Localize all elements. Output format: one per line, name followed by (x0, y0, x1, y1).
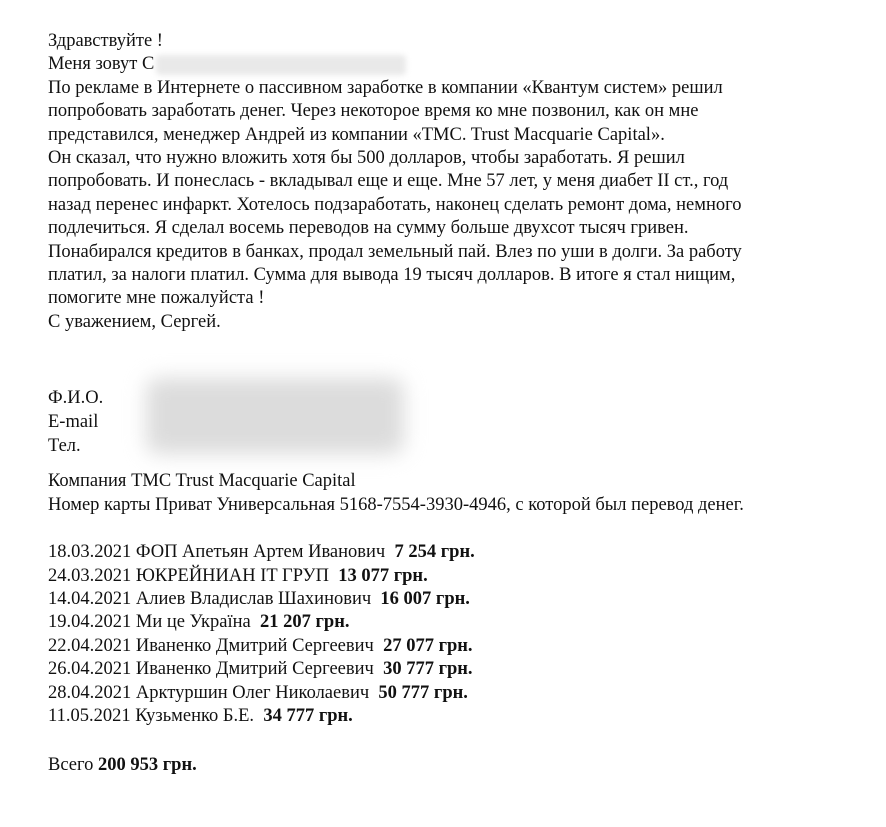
transfer-recipient: Кузьменко Б.Е. (135, 705, 255, 726)
transfer-amount: 27 077 грн. (383, 635, 473, 656)
transfer-amount: 21 207 грн. (260, 612, 350, 633)
redacted-contact-info (146, 378, 404, 454)
transfer-recipient: Арктуршин Олег Николаевич (135, 682, 370, 703)
body-line: Он сказал, что нужно вложить хотя бы 500 долларов, чтобы заработать. Я решил (48, 148, 685, 169)
transfer-row (48, 658, 868, 681)
body-line: платил, за налоги платил. Сумма для вывода 19 тысяч долларов. В итоге я стал нищим, (48, 265, 736, 286)
phone-label: Тел. (48, 436, 81, 457)
transfer-amount: 7 254 грн. (394, 542, 475, 563)
transfer-date: 24.03.2021 (48, 565, 132, 586)
transfer-amount: 50 777 грн. (378, 682, 468, 703)
transfer-amount: 13 077 грн. (338, 565, 428, 586)
transfer-date: 28.04.2021 (48, 682, 132, 703)
body-line: помогите мне пожалуйста ! (48, 288, 265, 309)
transfer-date: 11.05.2021 (48, 705, 131, 726)
fio-label: Ф.И.О. (48, 388, 104, 409)
letter-body (48, 77, 868, 311)
body-line: По рекламе в Интернете о пассивном заработке в компании «Квантум систем» решил (48, 77, 723, 98)
body-line: подлечиться. Я сделал восемь переводов на сумму больше двухсот тысяч гривен. (48, 218, 689, 239)
body-line: представился, менеджер Андрей из компании «TMC. Trust Macquarie Capital». (48, 124, 665, 145)
body-line: попробовать. И понеслась - вкладывал еще и еще. Мне 57 лет, у меня диабет II ст., год (48, 171, 729, 192)
total-amount: 200 953 грн. (98, 755, 197, 776)
name-line (48, 53, 868, 76)
transfer-recipient: Иваненко Дмитрий Сергеевич (135, 635, 374, 656)
card-line: Номер карты Приват Универсальная 5168-7554-3930-4946, с которой был перевод денег. (48, 494, 744, 515)
total-label: Всего (48, 755, 94, 776)
transfer-recipient: ФОП Апетьян Артем Иванович (135, 542, 386, 563)
transfer-date: 14.04.2021 (48, 588, 132, 609)
transfer-row (48, 588, 868, 611)
transfer-row (48, 565, 868, 588)
transfer-date: 18.03.2021 (48, 542, 132, 563)
greeting: Здравствуйте ! (48, 31, 163, 51)
body-line: Понабирался кредитов в банках, продал земельный пай. Влез по уши в долги. За работу (48, 241, 742, 262)
redacted-name (156, 55, 406, 75)
transfer-date: 26.04.2021 (48, 659, 132, 680)
transfers-list (48, 541, 868, 728)
transfer-row (48, 611, 868, 634)
transfer-date: 22.04.2021 (48, 635, 132, 656)
transfer-row (48, 541, 868, 564)
transfer-amount: 16 007 грн. (380, 588, 470, 609)
transfer-recipient: Алиев Владислав Шахинович (135, 588, 372, 609)
body-line: назад перенес инфаркт. Хотелось подзаработать, наконец сделать ремонт дома, немного (48, 194, 742, 215)
transfer-recipient: ЮКРЕЙНИАН IT ГРУП (135, 565, 329, 586)
closing: С уважением, Сергей. (48, 311, 221, 332)
company-line: Компания TMC Trust Macquarie Capital (48, 471, 356, 492)
transfer-amount: 30 777 грн. (383, 659, 473, 680)
transfer-recipient: Иваненко Дмитрий Сергеевич (135, 659, 374, 680)
letter-document (48, 30, 868, 778)
transfer-recipient: Ми це Україна (135, 612, 251, 633)
email-label: E-mail (48, 412, 99, 433)
body-line: попробовать заработать денег. Через некоторое время ко мне позвонил, как он мне (48, 101, 699, 122)
transfer-date: 19.04.2021 (48, 612, 132, 633)
transfer-row (48, 635, 868, 658)
transfer-row (48, 705, 868, 728)
transfer-row (48, 682, 868, 705)
name-prefix: Меня зовут С (48, 54, 155, 75)
transfer-amount: 34 777 грн. (263, 705, 353, 726)
contact-block (48, 386, 868, 458)
total-line (48, 754, 868, 777)
